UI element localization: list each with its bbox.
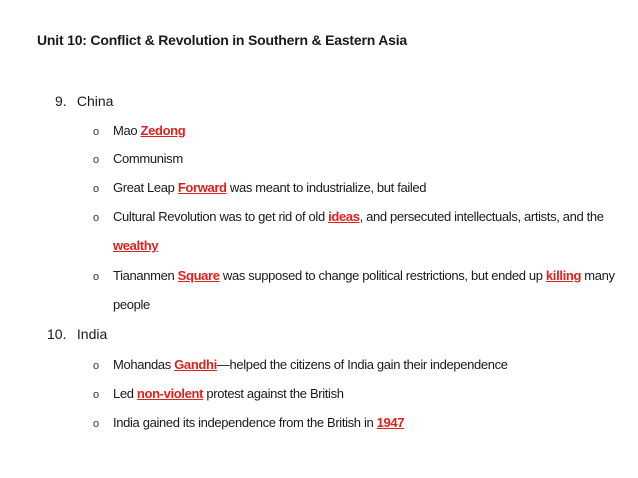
list-item	[93, 175, 426, 202]
list-item-continuation	[113, 233, 158, 259]
list-item	[93, 204, 604, 231]
bullet-icon: o	[93, 418, 99, 430]
bullet-icon: o	[93, 154, 99, 166]
list-item	[93, 146, 183, 173]
page-title: Unit 10: Conflict & Revolution in Southern & Eastern Asia	[37, 32, 408, 48]
item-text: India gained its independence from the British in	[113, 415, 377, 430]
key-term: ideas	[328, 209, 360, 224]
section-heading-china	[55, 93, 113, 109]
item-text: Cultural Revolution was to get rid of old	[113, 209, 329, 224]
item-text: Great Leap	[113, 180, 178, 195]
list-item	[93, 263, 615, 290]
key-term: Gandhi	[174, 357, 217, 372]
section-title: India	[76, 326, 108, 342]
bullet-icon: o	[93, 360, 99, 372]
key-term: non-violent	[136, 386, 204, 401]
bullet-icon: o	[93, 389, 99, 401]
section-number: 10.	[47, 326, 67, 342]
section-title: China	[76, 93, 114, 109]
item-text: , and persecuted intellectuals, artists, and the	[359, 209, 604, 224]
bullet-icon: o	[93, 271, 99, 283]
bullet-icon: o	[93, 126, 99, 138]
list-item	[93, 118, 185, 145]
item-text: Mohandas	[113, 357, 175, 372]
section-number: 9.	[55, 93, 67, 109]
item-text: many	[581, 268, 615, 283]
list-item	[93, 352, 508, 379]
key-term: Forward	[177, 180, 227, 195]
item-text: was meant to industrialize, but failed	[226, 180, 427, 195]
section-heading-india	[47, 326, 107, 342]
item-text: Communism	[113, 151, 183, 166]
item-text: protest against the British	[203, 386, 344, 401]
list-item-continuation	[113, 292, 150, 318]
list-item	[93, 381, 344, 408]
key-term: Zedong	[140, 123, 186, 138]
key-term: killing	[545, 268, 582, 283]
item-text: Mao	[113, 123, 141, 138]
item-text: people	[113, 297, 150, 312]
key-term: 1947	[376, 415, 405, 430]
list-item	[93, 410, 404, 437]
bullet-icon: o	[93, 183, 99, 195]
item-text: —helped the citizens of India gain their independence	[216, 357, 508, 372]
item-text: was supposed to change political restrictions, but ended up	[219, 268, 546, 283]
key-term: Square	[177, 268, 220, 283]
item-text: Tiananmen	[113, 268, 178, 283]
key-term: wealthy	[113, 238, 159, 253]
item-text: Led	[113, 386, 137, 401]
bullet-icon: o	[93, 212, 99, 224]
